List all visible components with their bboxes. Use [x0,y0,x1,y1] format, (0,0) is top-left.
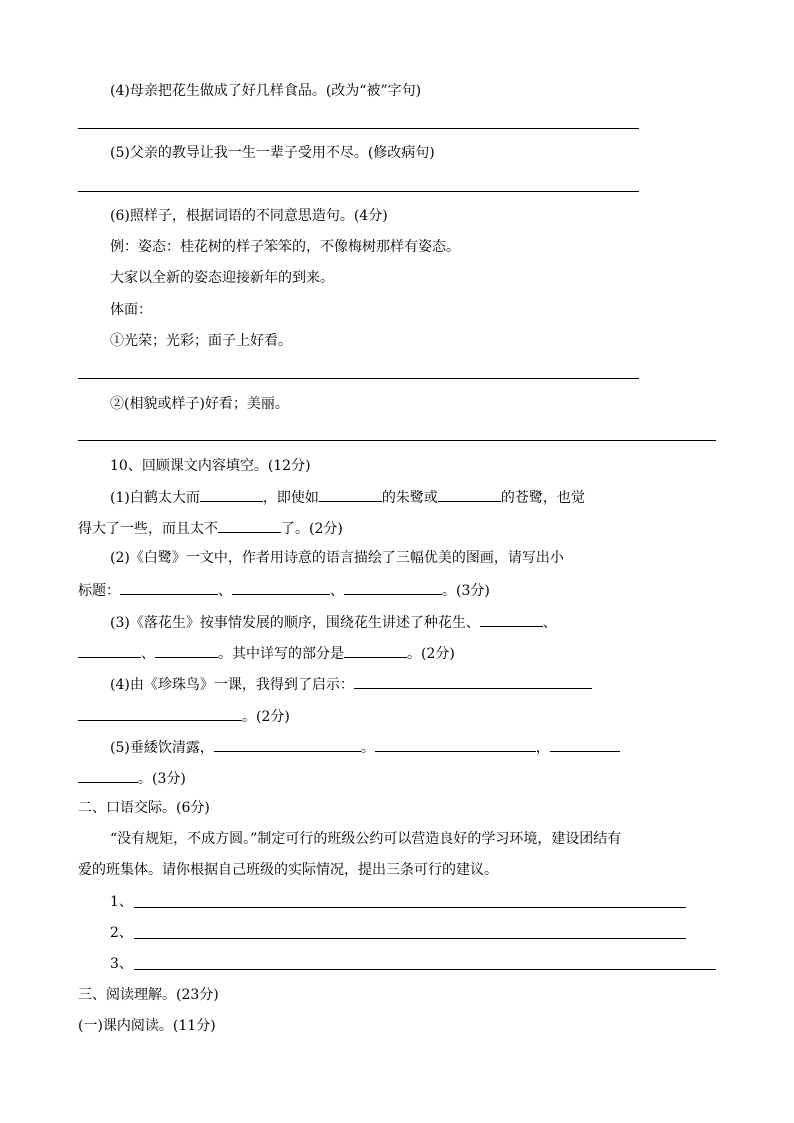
q10-s2-end: 。(3分) [442,583,490,599]
q5-text: (5)父亲的教导让我一生一辈子受用不尽。(修改病句) [110,145,435,161]
q10-s5-line1 [110,736,620,758]
q6-word: 体面： [110,302,152,318]
q6-title: (6)照样子，根据词语的不同意思造句。(4分) [110,208,388,224]
q10-s2-line2 [78,579,490,601]
q10-s5-line2 [78,767,186,789]
q10-s3-e: 。(2分) [407,646,455,662]
blank-field[interactable] [354,673,592,689]
q10-s1-line1 [110,486,585,508]
separator: ， [535,740,550,756]
q10-s1-a: (1)白鹤太大而 [110,490,200,506]
part2-item-2-number: 2、 [110,925,133,941]
q10-s1-c: 的朱鹭或 [381,490,438,506]
part2-para-line1: “没有规矩，不成方圆。”制定可行的班级公约可以营造良好的学习环境，建设团结有 [110,831,622,847]
q10-s1-d: 的苍鹭，也觉 [500,490,585,506]
blank-field[interactable] [344,579,442,595]
blank-field[interactable] [155,642,218,658]
q10-s5-a: (5)垂緌饮清露， [110,740,214,756]
part2-item-1-line[interactable] [134,907,686,908]
part2-item-1-number: 1、 [110,894,133,910]
blank-field[interactable] [480,611,543,627]
blank-field[interactable] [232,579,330,595]
q6-meaning-2: ②(相貌或样子)好看；美丽。 [110,396,289,412]
separator: 、 [141,646,155,662]
q6-answer-line-2[interactable] [78,440,716,441]
blank-field[interactable] [344,642,407,658]
part3-title: 三、阅读理解。(23分) [78,987,219,1003]
q4-answer-line[interactable] [78,128,639,129]
part2-item-3-line[interactable] [134,969,716,970]
blank-field[interactable] [200,486,263,502]
part2-item-3-number: 3、 [110,956,133,972]
q10-s4-a: (4)由《珍珠鸟》一课，我得到了启示： [110,677,354,693]
q10-s3-a: (3)《落花生》按事情发展的顺序，围绕花生讲述了种花生、 [110,615,480,631]
q10-s1-line2 [78,517,343,539]
blank-field[interactable] [78,642,141,658]
separator: 。 [360,740,375,756]
part2-item-2-line[interactable] [134,938,686,939]
q10-s4-line2 [78,705,290,727]
q10-s3-d: 。其中详写的部分是 [218,646,344,662]
q6-answer-line-1[interactable] [78,378,639,379]
separator: 、 [218,583,232,599]
blank-field[interactable] [214,736,361,752]
part2-para-line2: 爱的班集体。请你根据自己班级的实际情况，提出三条可行的建议。 [78,862,498,878]
q4-text: (4)母亲把花生做成了好几样食品。(改为“被”字句) [110,83,422,99]
blank-field[interactable] [218,517,281,533]
q10-s3-line1 [110,611,557,633]
q10-s1-e: 得大了一些，而且太不 [78,521,218,537]
part2-title: 二、口语交际。(6分) [78,800,210,816]
part3-subtitle: (一)课内阅读。(11分) [78,1018,216,1034]
q6-example: 例：姿态：桂花树的样子笨笨的，不像梅树那样有姿态。 [110,239,460,255]
q5-answer-line[interactable] [78,191,639,192]
q10-s1-b: ，即使如 [262,490,319,506]
blank-field[interactable] [375,736,536,752]
blank-field[interactable] [550,736,620,752]
separator: 、 [330,583,344,599]
blank-field[interactable] [438,486,501,502]
blank-field[interactable] [78,767,138,783]
q10-s4-end: 。(2分) [242,709,290,725]
blank-field[interactable] [120,579,218,595]
q6-example-sentence: 大家以全新的姿态迎接新年的到来。 [110,270,334,286]
blank-field[interactable] [78,705,242,721]
q10-s3-line2 [78,642,455,664]
q10-s5-end: 。(3分) [138,771,186,787]
q10-title: 10、回顾课文内容填空。(12分) [110,458,311,474]
q6-meaning-1: ①光荣；光彩；面子上好看。 [110,333,292,349]
q10-s2-label: 标题： [78,583,120,599]
q10-s1-f: 了。(2分) [281,521,343,537]
separator: 、 [542,615,557,631]
q10-s2-line1: (2)《白鹭》一文中，作者用诗意的语言描绘了三幅优美的图画，请写出小 [110,550,564,566]
blank-field[interactable] [319,486,382,502]
q10-s4-line1 [110,673,592,695]
